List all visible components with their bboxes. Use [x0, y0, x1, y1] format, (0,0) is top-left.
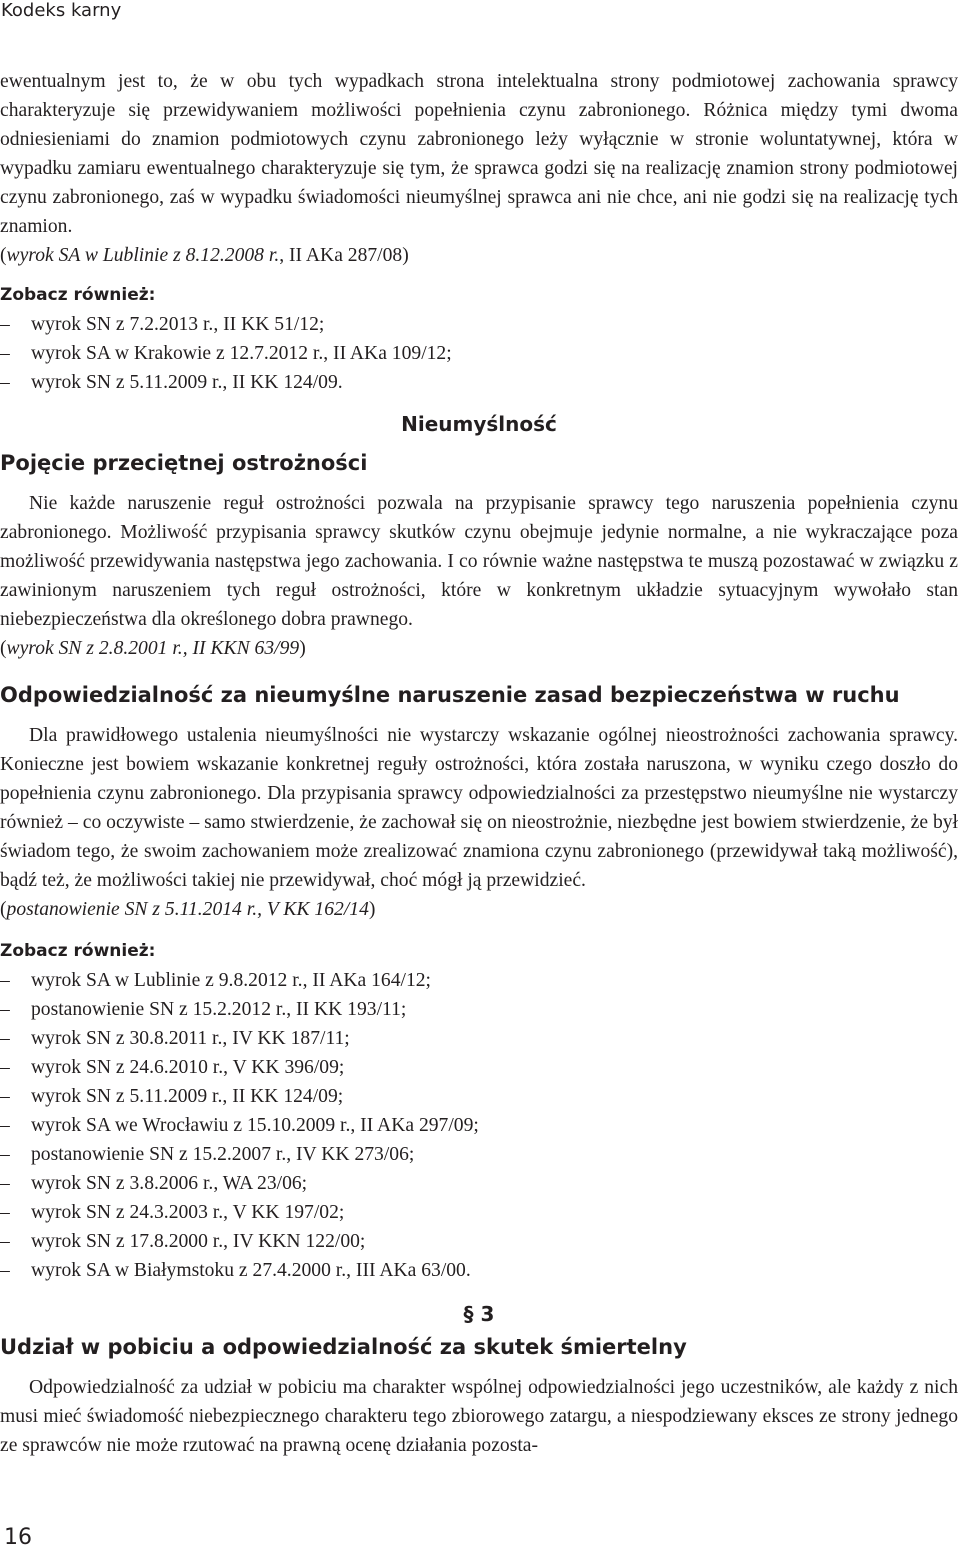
- list-item: – wyrok SA w Krakowie z 12.7.2012 r., II AKa 109/12;: [0, 339, 958, 368]
- list-item: – postanowienie SN z 15.2.2012 r., II KK 193/11;: [0, 995, 958, 1024]
- list-item: – wyrok SN z 5.11.2009 r., II KK 124/09;: [0, 1082, 958, 1111]
- list-item: – wyrok SN z 7.2.2013 r., II KK 51/12;: [0, 310, 958, 339]
- section-title-nieumyslnosc: Nieumyślność: [401, 412, 557, 436]
- list-item: – wyrok SA w Białymstoku z 27.4.2000 r., III AKa 63/00.: [0, 1256, 958, 1285]
- list-item: – wyrok SN z 5.11.2009 r., II KK 124/09.: [0, 368, 958, 397]
- page-content: [0, 67, 958, 1460]
- see-also-list-1: [0, 310, 958, 397]
- page-number: 16: [4, 1525, 32, 1550]
- paragraph-traffic-safety: Dla prawidłowego ustalenia nieumyślności nie wystarczy wskazanie ogólnej nieostrożności zachowania sprawcy. Konieczne jest bowiem wskazanie konkretnej reguły ostrożności, która została naruszona, w wyniku czego doszło do popełnienia czynu zabronionego. Dla przypisania sprawcy odpowiedzialności za przestępstwo nieumyślne nie wystarczy również – co oczywiste – samo stwierdzenie, że zachował się on nieostrożnie, niezbędne jest bowiem stwierdzenie, że był świadom tego, że swoim zachowaniem może zrealizować znamiona czynu zabronionego (przewidywał taką możliwość), bądź też, że możliwości takiej nie przewidywał, choć mógł ją przewidzieć.: [0, 725, 958, 891]
- citation-block1-rest: , II AKa 287/08: [279, 245, 403, 266]
- citation-block1: (wyrok SA w Lublinie z 8.12.2008 r., II AKa 287/08): [0, 245, 409, 266]
- citation-topic1: (wyrok SN z 2.8.2001 r., II KKN 63/99): [0, 638, 306, 659]
- running-header: Kodeks karny: [1, 0, 122, 21]
- topic-heading-3: Udział w pobiciu a odpowiedzialność za skutek śmiertelny: [0, 1335, 687, 1359]
- list-item: – wyrok SN z 24.3.2003 r., V KK 197/02;: [0, 1198, 958, 1227]
- list-item: – wyrok SA we Wrocławiu z 15.10.2009 r., II AKa 297/09;: [0, 1111, 958, 1140]
- see-also-label-2: Zobacz również:: [0, 941, 156, 961]
- paragraph-intent-comparison: ewentualnym jest to, że w obu tych wypadkach strona intelektualna strony podmiotowej zachowania sprawcy charakteryzuje się przewidywaniem możliwości popełnienia czynu zabronionego. Różnica między tymi dwoma odniesieniami do znamion podmiotowych czynu zabronionego leży wyłącznie w stronie woluntatywnej, która w wypadku zamiaru ewentualnego charakteryzuje się tym, że sprawca godzi się na realizację znamion strony podmiotowej czynu zabronionego, zaś w wypadku świadomości nieumyślnej sprawca ani nie chce, ani nie godzi się na realizację tych znamion.: [0, 71, 958, 237]
- citation-topic1-text: wyrok SN z 2.8.2001 r., II KKN 63/99: [6, 638, 300, 659]
- see-also-list-2: [0, 966, 958, 1285]
- topic-heading-2: Odpowiedzialność za nieumyślne naruszenie zasad bezpieczeństwa w ruchu: [0, 683, 900, 707]
- citation-topic2: (postanowienie SN z 5.11.2014 r., V KK 162/14): [0, 899, 376, 920]
- paragraph-battery: Odpowiedzialność za udział w pobiciu ma charakter wspólnej odpowiedzialności jego uczestników, ale każdy z nich musi mieć świadomość niebezpiecznego charakteru tego zbiorowego zatargu, a niespodziewany eksces ze strony jednego ze sprawców nie może rzutować na prawną ocenę działania pozosta-: [0, 1377, 958, 1456]
- citation-block1-italic: wyrok SA w Lublinie z 8.12.2008 r.: [6, 245, 280, 266]
- list-item: – postanowienie SN z 15.2.2007 r., IV KK 273/06;: [0, 1140, 958, 1169]
- citation-topic2-text: postanowienie SN z 5.11.2014 r., V KK 162/14: [6, 899, 369, 920]
- paragraph-caution: Nie każde naruszenie reguł ostrożności pozwala na przypisanie sprawcy tego naruszenia popełnienia czynu zabronionego. Możliwość przypisania sprawcy skutków czynu obejmuje jedynie normalne, a nie wykraczające poza możliwość przewidywania następstwa jego zachowania. I co równie ważne następstwa te muszą pozostawać w związku z zawinionym naruszeniem tych reguł ostrożności, które w konkretnym układzie sytuacyjnym wywołało stan niebezpieczeństwa dla określonego dobra prawnego.: [0, 493, 958, 630]
- see-also-label-1: Zobacz również:: [0, 285, 156, 305]
- section-title-paragraph-3: § 3: [463, 1302, 495, 1326]
- list-item: – wyrok SA w Lublinie z 9.8.2012 r., II AKa 164/12;: [0, 966, 958, 995]
- list-item: – wyrok SN z 17.8.2000 r., IV KKN 122/00;: [0, 1227, 958, 1256]
- list-item: – wyrok SN z 30.8.2011 r., IV KK 187/11;: [0, 1024, 958, 1053]
- list-item: – wyrok SN z 3.8.2006 r., WA 23/06;: [0, 1169, 958, 1198]
- list-item: – wyrok SN z 24.6.2010 r., V KK 396/09;: [0, 1053, 958, 1082]
- topic-heading-1: Pojęcie przeciętnej ostrożności: [0, 451, 368, 475]
